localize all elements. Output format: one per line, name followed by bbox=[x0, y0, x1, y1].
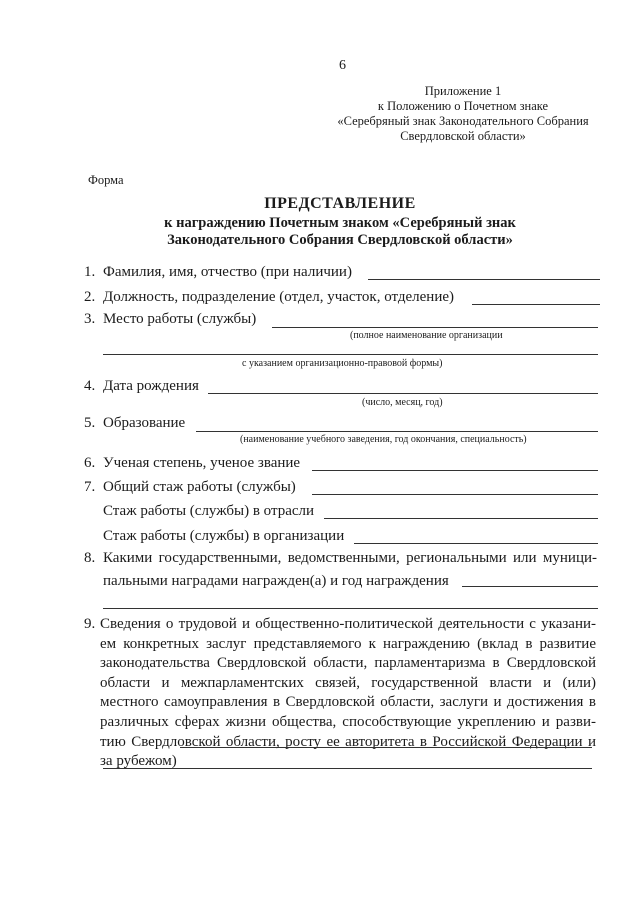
field-label-position: Должность, подразделение (отдел, участок, отделение) bbox=[103, 289, 455, 305]
field-label-birth-date: Дата рождения bbox=[103, 378, 199, 394]
activity-description-line: законодательства Свердловской области, парламентаризма в Свердловской bbox=[100, 655, 596, 672]
document-title: ПРЕДСТАВЛЕНИЕ bbox=[264, 195, 416, 212]
activity-description-line: за рубежом) bbox=[100, 753, 177, 770]
field-hint: (число, месяц, год) bbox=[362, 397, 443, 408]
item-number: 8. bbox=[84, 550, 96, 566]
field-label-education: Образование bbox=[103, 415, 186, 431]
item-number: 1. bbox=[84, 264, 96, 280]
appendix-line: «Серебряный знак Законодательного Собрания bbox=[337, 114, 589, 128]
field-hint: (наименование учебного заведения, год окончания, специальность) bbox=[240, 434, 527, 445]
activity-description-line: области и межпарламентских связей, государственной власти и (или) bbox=[100, 674, 596, 691]
appendix-line: Приложение 1 bbox=[424, 84, 502, 98]
field-label-academic-degree: Ученая степень, ученое звание bbox=[103, 455, 301, 471]
item-number: 9. bbox=[84, 616, 96, 632]
field-label-workplace: Место работы (службы) bbox=[103, 311, 257, 327]
activity-description-line: ем конкретных заслуг представляемого к награждению (вклад в развитие bbox=[100, 635, 596, 652]
item-number: 5. bbox=[84, 415, 96, 431]
awards-question-line: Какими государственными, ведомственными, региональными или муници- bbox=[103, 550, 597, 566]
activity-description-line: тию Свердловской области, росту ее авторитета в Российской Федерации и bbox=[100, 733, 596, 750]
field-label-total-experience: Общий стаж работы (службы) bbox=[103, 479, 296, 495]
activity-description-line: местного самоуправления в Свердловской области, заслуги и достижения в bbox=[100, 694, 596, 711]
item-number: 6. bbox=[84, 455, 96, 471]
industry-experience-field[interactable] bbox=[324, 518, 598, 519]
activity-field-continued[interactable] bbox=[103, 768, 592, 769]
activity-description-line: различных сферах жизни общества, способствующие укреплению и разви- bbox=[100, 713, 596, 730]
document-subtitle: Законодательного Собрания Свердловской области» bbox=[167, 232, 513, 248]
activity-field[interactable] bbox=[180, 747, 592, 748]
position-field[interactable] bbox=[472, 304, 600, 305]
appendix-line: Свердловской области» bbox=[400, 129, 526, 143]
workplace-field-continued[interactable] bbox=[103, 354, 598, 355]
academic-degree-field[interactable] bbox=[312, 470, 598, 471]
appendix-block bbox=[318, 84, 608, 144]
field-hint: с указанием организационно-правовой формы) bbox=[242, 358, 443, 369]
awards-field-continued[interactable] bbox=[103, 608, 598, 609]
field-label-full-name: Фамилия, имя, отчество (при наличии) bbox=[103, 264, 352, 280]
item-number: 7. bbox=[84, 479, 96, 495]
awards-question-line: пальными наградами награжден(а) и год награждения bbox=[103, 572, 449, 589]
workplace-field[interactable] bbox=[272, 327, 598, 328]
field-hint: (полное наименование организации bbox=[350, 330, 503, 341]
item-number: 3. bbox=[84, 311, 96, 327]
document-subtitle: к награждению Почетным знаком «Серебряный знак bbox=[164, 215, 516, 231]
field-label-organization-experience: Стаж работы (службы) в организации bbox=[103, 528, 345, 544]
field-label-industry-experience: Стаж работы (службы) в отрасли bbox=[103, 503, 315, 519]
awards-question bbox=[103, 549, 597, 591]
activity-description-line: Сведения о трудовой и общественно-политической деятельности с указани- bbox=[100, 616, 596, 632]
birth-date-field[interactable] bbox=[208, 393, 598, 394]
organization-experience-field[interactable] bbox=[354, 543, 598, 544]
full-name-field[interactable] bbox=[368, 279, 600, 280]
item-number: 2. bbox=[84, 289, 96, 305]
total-experience-field[interactable] bbox=[312, 494, 598, 495]
education-field[interactable] bbox=[196, 431, 598, 432]
page-number: 6 bbox=[339, 58, 346, 73]
appendix-line: к Положению о Почетном знаке bbox=[377, 99, 549, 113]
activity-description bbox=[100, 615, 596, 772]
form-label: Форма bbox=[88, 173, 124, 187]
item-number: 4. bbox=[84, 378, 96, 394]
awards-field[interactable] bbox=[462, 586, 598, 587]
